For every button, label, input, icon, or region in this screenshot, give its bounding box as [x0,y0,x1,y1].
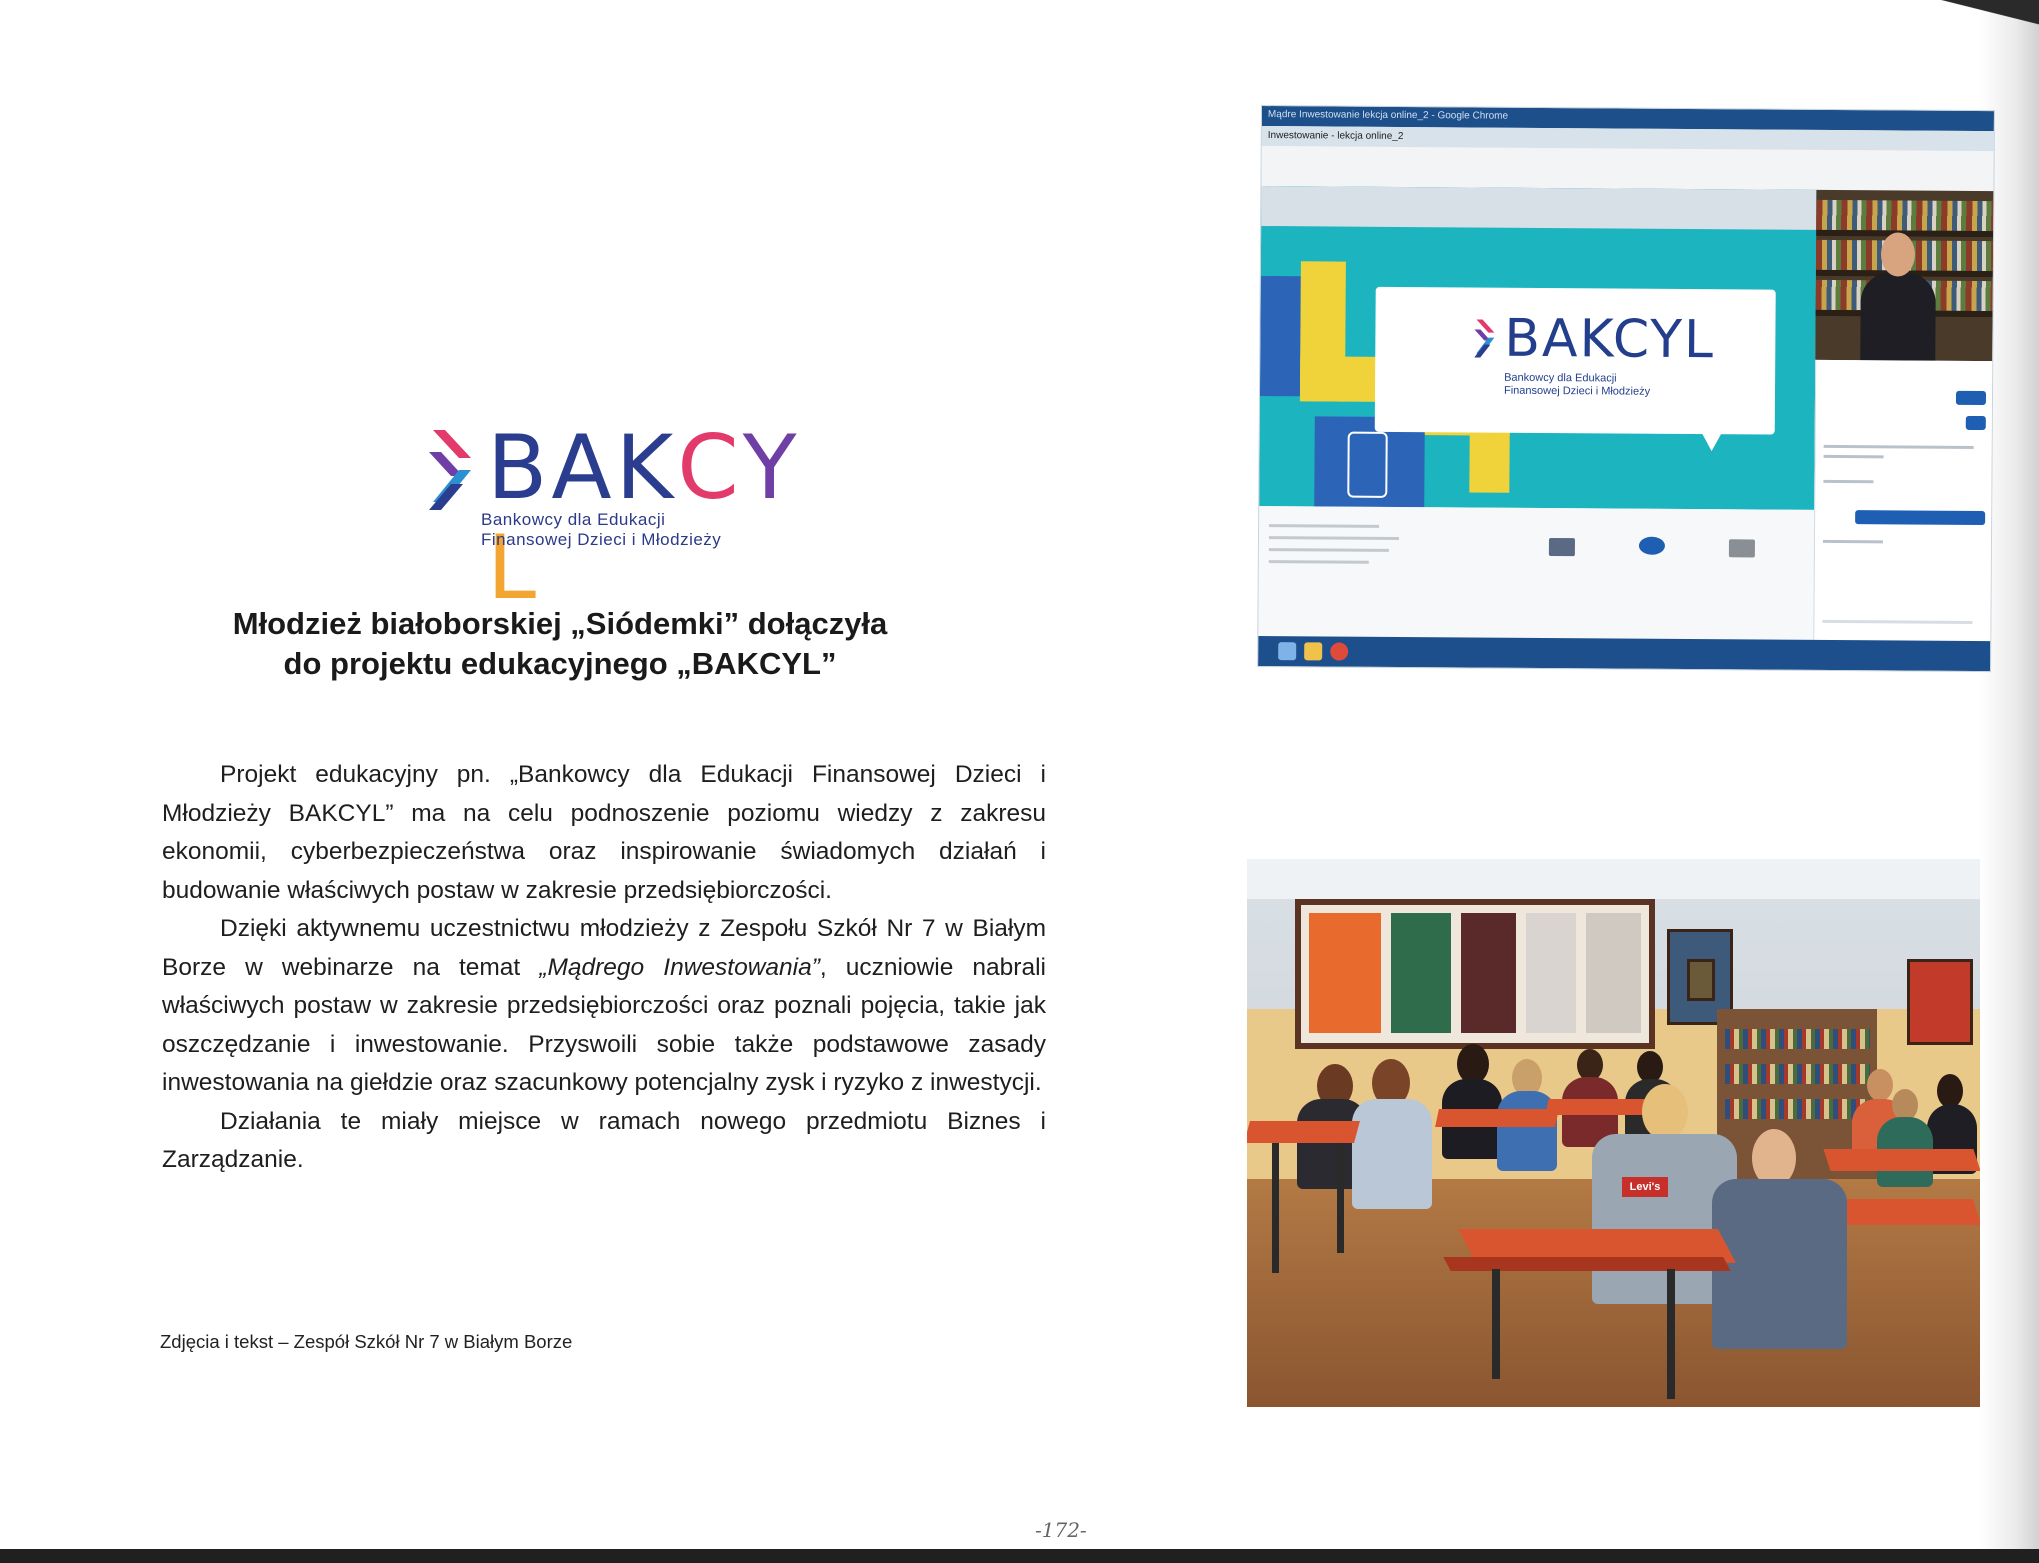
photo-credit: Zdjęcia i tekst – Zespół Szkół Nr 7 w Białym Borze [160,1331,573,1352]
logo-subtitle-line1: Bankowcy dla Edukacji [481,510,666,529]
student-torso [1352,1099,1432,1209]
paragraph-2-italic: „Mądrego Inwestowania” [539,953,820,981]
chat-text-line [1823,540,1883,543]
logo-letter-y: Y [742,416,801,519]
slide-logo-subtitle-line2: Finansowej Dzieci i Młodzieży [1503,384,1651,398]
slide-footer-panel [1258,506,1814,640]
poster [1309,913,1381,1033]
article-title-line2: do projektu edukacyjnego „BAKCYL” [283,646,837,681]
slide-logo-subtitle-line1: Bankowcy dla Edukacji [1504,371,1617,385]
bookcase-books [1725,1099,1870,1119]
footer-text-line [1269,560,1369,564]
browser-toolbar [1261,146,1993,192]
article-title-line1: Młodzież białoborskiej „Siódemki” dołączyła [232,606,888,641]
footer-text-line [1269,536,1399,540]
presenter-body [1860,272,1936,361]
student-head [1457,1044,1489,1084]
paragraph-1: Projekt edukacyjny pn. „Bankowcy dla Edukacji Finansowej Dzieci i Młodzieży BAKCYL” ma na celu podnoszenie poziomu wiedzy z zakresu ekonomii, cyberbezpieczeństwa oraz inspirowanie świadomych działań i budowanie właściwych postaw w zakresie przedsiębiorczości. [162,761,1046,904]
student-torso-hoodie [1712,1179,1847,1349]
logo-letter-k: K [615,416,678,519]
poster [1526,913,1576,1033]
school-desk [1247,1121,1360,1143]
front-school-desk-edge [1443,1257,1730,1271]
poster [1461,913,1516,1033]
windows-start-icon [1278,642,1296,660]
chat-text-line [1824,455,1884,458]
school-desk [1546,1099,1649,1115]
partner-logo-icon [1549,538,1575,556]
bookshelf-books [1816,200,1993,231]
slide-logo-subtitle [1504,372,1650,399]
chrome-icon [1330,642,1348,660]
page-corner [1879,0,2039,40]
desk-leg [1272,1143,1279,1273]
footer-text-line [1269,524,1379,528]
student-head-blond [1642,1084,1688,1140]
logo-subtitle [481,510,721,550]
chat-message-bubble [1966,416,1986,430]
chat-message-bubble [1956,391,1986,405]
logo-subtitle-line2: Finansowej Dzieci i Młodzieży [481,530,722,549]
framed-mona-lisa [1687,959,1715,1001]
scan-bottom-edge [0,1549,2039,1563]
student-head [1867,1069,1893,1101]
bakcyl-chevron-icon [425,424,480,514]
browser-window-title: Mądre Inwestowanie lekcja online_2 - Google Chrome [1267,109,1509,122]
chat-panel [1813,360,1993,651]
logo-letter-l: L [487,516,541,619]
presentation-slide [1259,186,1816,510]
framed-poster [1907,959,1973,1045]
poster [1391,913,1451,1033]
levis-shirt-logo: Levi's [1622,1177,1668,1197]
notice-board-surface [1301,905,1649,1043]
classroom-ceiling [1247,859,1980,899]
chat-text-line [1822,620,1972,624]
paragraph-2-end: , uczniowie nabrali właściwych postaw w zakresie przedsiębiorczości oraz poznali pojęcia, takie jak oszczędzanie i inwestowanie. Przyswoili sobie także podstawowe zasady inwestowania na giełdzie oraz szacunkowy potencjalny zysk i ryzyko z inwestycji. [162,953,1046,1096]
desk-leg [1337,1143,1344,1253]
student-head [1937,1074,1963,1108]
webinar-screenshot-photo [1258,106,1994,671]
page-number: -172- [1035,1518,1087,1542]
chat-text-line [1824,445,1974,449]
paragraph-2-start: Dzięki aktywnemu uczestnictwu młodzieży z Zespołu Szkół Nr 7 w Białym Borze w webinarze na temat [162,915,1046,981]
slide-logo-wordmark: BAKCYL [1504,308,1716,371]
classroom-photo [1247,859,1980,1407]
footer-text-line [1269,548,1389,552]
webcam-video-feed [1815,190,1993,361]
logo-letter-b: B [487,416,552,519]
browser-tab-label: Inwestowanie - lekcja online_2 [1267,130,1404,142]
slide-speech-bubble-tail [1700,429,1724,451]
article-body [162,756,1046,1180]
windows-taskbar [1258,636,1990,671]
desk-leg [1667,1269,1675,1399]
slide-bakcyl-logo [1472,303,1773,415]
poster [1586,913,1641,1033]
bakcyl-logo [425,416,825,619]
chat-text-line [1823,480,1873,483]
explorer-icon [1304,642,1322,660]
slide-chevron-icon [1472,317,1498,359]
desk-leg [1492,1269,1500,1379]
presenter-head [1881,232,1915,276]
chat-message-bubble [1855,510,1985,525]
slide-blue-block [1260,276,1301,396]
school-desk [1435,1109,1559,1127]
slide-top-band [1261,186,1816,230]
bookcase-books [1725,1029,1870,1049]
paragraph-2 [162,910,1046,1103]
partner-logo-icon [1729,539,1755,557]
logo-letter-c: C [677,416,743,519]
paragraph-3: Działania te miały miejsce w ramach nowego przedmiotu Biznes i Zarządzanie. [162,1107,1046,1173]
article-title [180,604,940,684]
notice-board [1295,899,1655,1049]
school-desk [1823,1149,1980,1171]
smartphone-fingerprint-icon [1347,432,1387,498]
partner-logo-icon [1639,537,1665,555]
bookcase-books [1725,1064,1870,1084]
logo-letter-a: A [551,416,616,519]
